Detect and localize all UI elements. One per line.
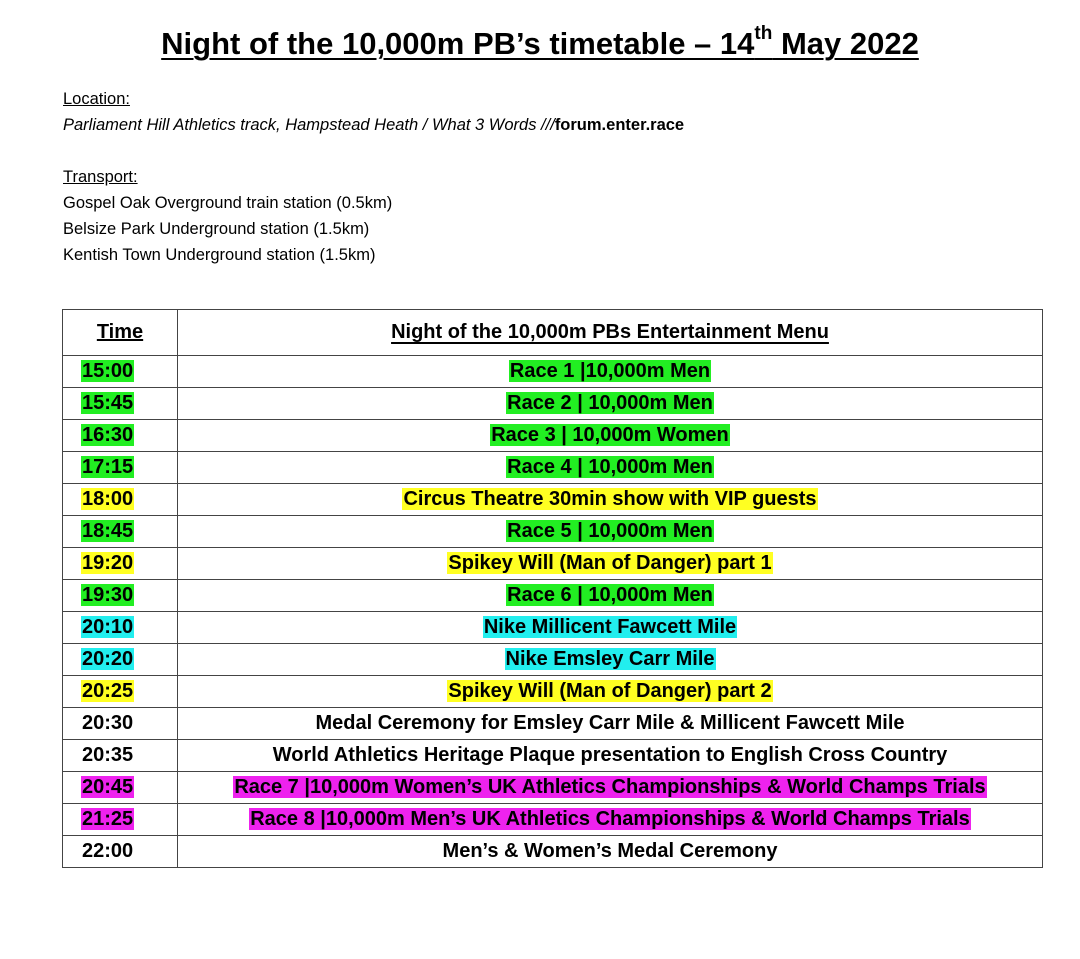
event-cell <box>178 612 1043 644</box>
time-text: 19:30 <box>82 584 134 606</box>
location-what3words: forum.enter.race <box>554 116 685 134</box>
schedule-table <box>62 309 1043 868</box>
location-text <box>63 112 684 138</box>
time-cell <box>63 772 178 804</box>
event-cell <box>178 516 1043 548</box>
transport-item: Gospel Oak Overground train station (0.5km) <box>63 194 393 212</box>
transport-item: Belsize Park Underground station (1.5km) <box>63 220 370 238</box>
event-cell <box>178 676 1043 708</box>
time-cell <box>63 388 178 420</box>
transport-section <box>63 164 392 268</box>
event-cell <box>178 548 1043 580</box>
location-section <box>63 86 684 138</box>
event-text: Medal Ceremony for Emsley Carr Mile & Millicent Fawcett Mile <box>315 712 905 734</box>
time-cell <box>63 548 178 580</box>
time-text: 22:00 <box>82 840 134 862</box>
event-cell <box>178 484 1043 516</box>
event-text: Race 3 | 10,000m Women <box>491 424 729 446</box>
event-text: Nike Emsley Carr Mile <box>505 648 715 670</box>
time-cell <box>63 708 178 740</box>
table-row <box>63 580 1043 612</box>
time-cell <box>63 516 178 548</box>
transport-item: Kentish Town Underground station (1.5km) <box>63 246 376 264</box>
time-cell <box>63 644 178 676</box>
table-row <box>63 356 1043 388</box>
title-main: Night of the 10,000m PB’s timetable – 14 <box>161 26 755 61</box>
title-superscript: th <box>754 22 773 44</box>
time-cell <box>63 676 178 708</box>
event-text: Race 4 | 10,000m Men <box>507 456 713 478</box>
event-text: Race 7 |10,000m Women’s UK Athletics Championships & World Champs Trials <box>234 776 986 798</box>
time-text: 20:30 <box>82 712 134 734</box>
time-text: 17:15 <box>82 456 134 478</box>
event-cell <box>178 772 1043 804</box>
time-text: 15:45 <box>82 392 134 414</box>
event-cell <box>178 708 1043 740</box>
event-text: Race 2 | 10,000m Men <box>507 392 713 414</box>
event-cell <box>178 836 1043 868</box>
time-text: 19:20 <box>82 552 134 574</box>
time-text: 21:25 <box>82 808 134 830</box>
time-cell <box>63 740 178 772</box>
table-row <box>63 612 1043 644</box>
table-row <box>63 548 1043 580</box>
table-row <box>63 644 1043 676</box>
event-text: Nike Millicent Fawcett Mile <box>483 616 737 638</box>
time-text: 18:45 <box>82 520 134 542</box>
table-row <box>63 388 1043 420</box>
event-text: Race 1 |10,000m Men <box>509 360 711 382</box>
event-text: Race 8 |10,000m Men’s UK Athletics Championships & World Champs Trials <box>250 808 970 830</box>
event-cell <box>178 420 1043 452</box>
table-header-row <box>63 310 1043 356</box>
event-cell <box>178 388 1043 420</box>
time-cell <box>63 356 178 388</box>
time-cell <box>63 580 178 612</box>
table-row <box>63 740 1043 772</box>
time-cell <box>63 452 178 484</box>
location-address: Parliament Hill Athletics track, Hampstead Heath / What 3 Words /// <box>63 116 555 134</box>
time-cell <box>63 836 178 868</box>
time-text: 16:30 <box>82 424 134 446</box>
event-cell <box>178 644 1043 676</box>
time-text: 15:00 <box>82 360 134 382</box>
event-text: World Athletics Heritage Plaque presentation to English Cross Country <box>272 744 948 766</box>
location-heading: Location: <box>63 90 130 108</box>
event-text: Spikey Will (Man of Danger) part 2 <box>448 680 772 702</box>
table-row <box>63 836 1043 868</box>
time-text: 20:20 <box>82 648 134 670</box>
time-cell <box>63 804 178 836</box>
table-row <box>63 516 1043 548</box>
time-text: 20:35 <box>82 744 134 766</box>
event-text: Circus Theatre 30min show with VIP guests <box>403 488 817 510</box>
table-row <box>63 804 1043 836</box>
table-row <box>63 420 1043 452</box>
page-title <box>0 22 1080 62</box>
event-cell <box>178 804 1043 836</box>
time-column-header: Time <box>63 310 178 356</box>
event-cell <box>178 452 1043 484</box>
event-cell <box>178 580 1043 612</box>
event-text: Race 6 | 10,000m Men <box>507 584 713 606</box>
time-cell <box>63 484 178 516</box>
time-text: 20:25 <box>82 680 134 702</box>
table-row <box>63 772 1043 804</box>
table-row <box>63 484 1043 516</box>
event-text: Men’s & Women’s Medal Ceremony <box>442 840 778 862</box>
title-tail: May 2022 <box>772 26 919 61</box>
table-row <box>63 708 1043 740</box>
event-text: Spikey Will (Man of Danger) part 1 <box>448 552 772 574</box>
time-cell <box>63 420 178 452</box>
table-row <box>63 452 1043 484</box>
time-cell <box>63 612 178 644</box>
time-text: 20:10 <box>82 616 134 638</box>
time-text: 20:45 <box>82 776 134 798</box>
table-row <box>63 676 1043 708</box>
transport-heading: Transport: <box>63 168 138 186</box>
event-cell <box>178 740 1043 772</box>
event-text: Race 5 | 10,000m Men <box>507 520 713 542</box>
menu-column-header: Night of the 10,000m PBs Entertainment Menu <box>178 310 1043 356</box>
event-cell <box>178 356 1043 388</box>
time-text: 18:00 <box>82 488 134 510</box>
